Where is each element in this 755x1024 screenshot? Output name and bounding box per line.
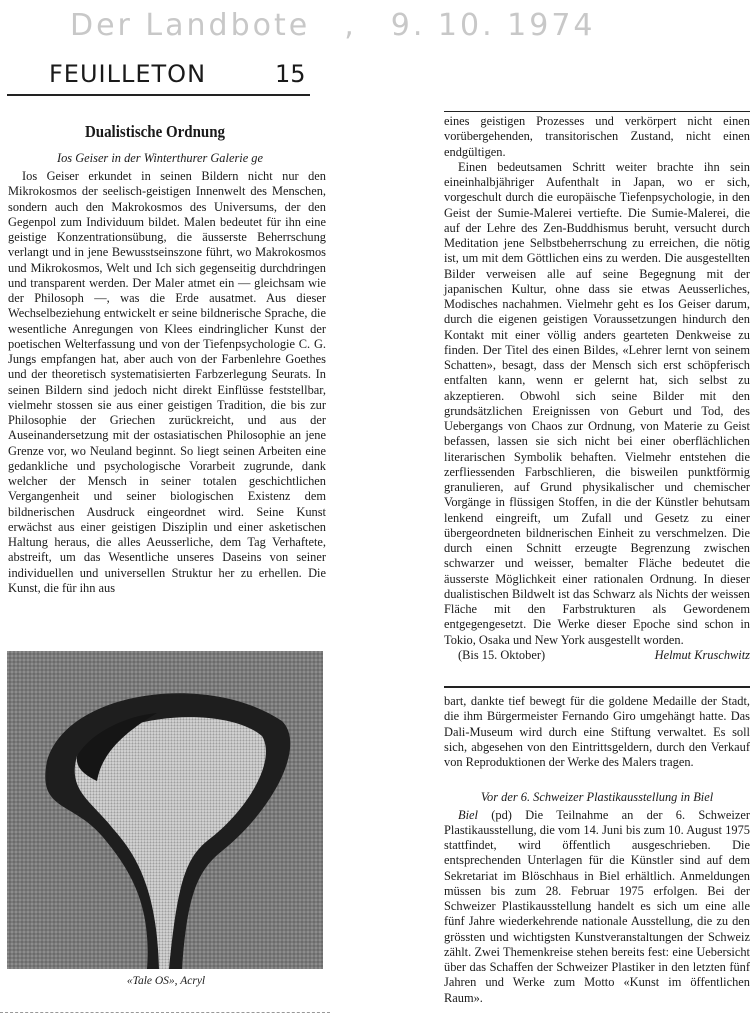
closing-date: (Bis 15. Oktober): [458, 647, 546, 662]
section-header: [7, 58, 310, 96]
article-left-column: [8, 169, 326, 596]
news-text: (pd) Die Teilnahme an der 6. Schweizer Plastikausstellung, die vom 14. Juni bis zum 10. August 1975 stattfindet, wird öffentlich ausgeschrieben. Die entsprechenden Unterlagen für die Künstler sind auf dem Sekretariat im Blöschhaus in Biel erhältlich. Anmeldungen müssen bis zum 28. Februar 1975 erfolgen. Bei der Schweizer Plastikausstellung handelt es sich um eine alle fünf Jahre wiederkehrende nationale Ausstellung, die zu den grössten und wichtigsten Kunstveranstaltungen der Schweiz zählt. Zwei Themenkreise stehen bereits fest: eine Uebersicht über das Schaffen der Schweizer Plastiker in den letzten fünf Jahren und Werke zum Motto «Kunst im öffentlichen Raum».: [444, 807, 750, 1005]
author-name: Helmut Kruschwitz: [654, 647, 750, 662]
image-caption: «Tale OS», Acryl: [126, 975, 206, 987]
handwritten-newspaper-name: Der Landbote: [70, 8, 311, 43]
article-paragraph: Ios Geiser erkundet in seinen Bildern nicht nur den Mikrokosmos der seelisch-geistigen Innenwelt des Menschen, sondern auch den Makrokosmos des Universums, der den Gegenpol zum Individuum bildet. Malen bedeutet für ihn eine geistige Konzentrationsübung, die äusserste Beherrschung verlangt und in jene Bewusstseinszone führt, wo Makrokosmos und Mikrokosmos, Welt und Ich sich gegenseitig durchdringen und transparent werden. Der Maler atmet ein — gleichsam wie der Philosoph —, was die Erde ausatmet. Aus dieser Wechselbeziehung entwickelt er seine bildnerische Sprache, die wesentliche Anregungen von Klees eindringlicher Kunst der poetischen Welterfassung und von der Tiefenpsychologie C. G. Jungs empfangen hat, aber auch von der Farbenlehre Goethes und der theoretisch systematisierten Farbzerlegung Seurats. In seinen Bildern sind jedoch nicht direkt Einflüsse feststellbar, vielmehr stossen sie aus einer geistigen Tradition, die bis zur Philosophie der Griechen zurückreicht, und aus der Auseinandersetzung mit der ostasiatischen Philosophie an jene Grenze vor, wo Neuland beginnt. So liegt seinen Arbeiten eine gedankliche und psychologische Vorarbeit zugrunde, dank welcher der Mensch in seiner totalen geschichtlichen Vergangenheit und seiner biologischen Existenz dem bildnerischen Ausdruck eingeordnet wird. Seine Kunst erwächst aus einer geistigen Disziplin und einer asketischen Haltung heraus, die alles Aeusserliche, dem Tag Verhaftete, abstreift, um das Wesentliche unseres Daseins von seiner individuellen und universellen Struktur her zu erhellen. Die Kunst, die für ihn aus: [8, 169, 326, 595]
news-paragraph: [444, 808, 750, 1006]
article-headline: Dualistische Ordnung: [84, 122, 226, 141]
news-column: [444, 694, 750, 1006]
artwork-photo: [7, 651, 323, 969]
handwritten-note: [70, 8, 690, 43]
article-divider: [444, 686, 750, 688]
article-paragraph: eines geistigen Prozesses und verkörpert nicht einen vorübergehenden, transitorischen Zustand, nicht einen endgültigen.: [444, 114, 750, 159]
dali-article-text: bart, dankte tief bewegt für die goldene Medaille der Stadt, die ihm Bürgermeister Fernando Giro umgehängt hatte. Das Dali-Museum wird durch eine Stiftung verwaltet. Es soll sich, abgesehen von den Eintrittsgeldern, durch den Verkauf von Reproduktionen der Werke des Malers tragen.: [444, 694, 750, 769]
article-subheadline: Ios Geiser in der Winterthurer Galerie ge: [56, 151, 264, 165]
handwritten-date: 9. 10. 1974: [390, 8, 596, 43]
section-title: FEUILLETON: [49, 60, 207, 88]
article-right-column: [444, 114, 750, 663]
article-paragraph: Einen bedeutsamen Schritt weiter brachte ihn sein eineinhalbjähriger Aufenthalt in Japan, wo er sich, vorgeschult durch die europäische Tiefenpsychologie, in den Geist der Sumie-Malerei vertiefte. Die Sumie-Malerei, die auf der Lehre des Zen-Buddhismus beruht, versucht durch Meditation jene Selbstbeherrschung zu erreichen, die nötig ist, um mit dem Göttlichen eins zu werden. Die ausgestellten Bilder verweisen alle auf seine Begegnung mit der japanischen Kultur, ohne dass sie etwas Aeusserliches, Modisches nachahmen. Vielmehr geht es Ios Geiser darum, durch die eigenen geistigen Voraussetzungen hindurch den Kontakt mit einer völlig anders gearteten Denkweise zu finden. Der Titel des einen Bildes, «Lehrer lernt von seinem Schatten», besagt, dass der Mensch sich erst schöpferisch entfalten kann, wenn er gelernt hat, sich selbst zu akzeptieren. Obwohl sich seine Bilder mit den grundsätzlichen Ereignissen von Geburt und Tod, des Uebergangs von Chaos zur Ordnung, von Materie zu Geist befassen, lassen sie sich nicht bei einer oberflächlichen literarischen Symbolik behaften. Vielmehr entstehen die zerfliessenden Farbschlieren, die bisweilen punktförmig granulieren, auf Grund physikalischer und chemischer Vorgänge in flüssigen Stoffen, in die der Künstler behutsam lenkend eingreift, um Zufall und Gesetz zu einer übergeordneten bildnerischen Einheit zu verschmelzen. Die durch einen Schnitt erzeugte Begrenzung zwischen schwarzer und weisser, bemalter Fläche bedeutet die äusserste Möglichkeit einer rationalen Ordnung. In dieser dualistischen Bildwelt ist das Schwarz als Nichts der weissen Fläche mit den Farbstrukturen als Gewordenem entgegengesetzt. Die Werke dieser Epoche sind schon in Tokio, Osaka und New York ausgestellt worden.: [444, 159, 750, 647]
column-top-rule: [444, 111, 750, 112]
cut-off-edge: [0, 1012, 330, 1021]
article-signature-line: [444, 648, 750, 663]
news-dateline: Biel: [458, 807, 478, 822]
page-number: 15: [275, 60, 306, 88]
news-headline: Vor der 6. Schweizer Plastikausstellung in Biel: [480, 790, 714, 805]
artwork-image: [7, 651, 323, 969]
handwritten-comma: ,: [344, 8, 357, 43]
